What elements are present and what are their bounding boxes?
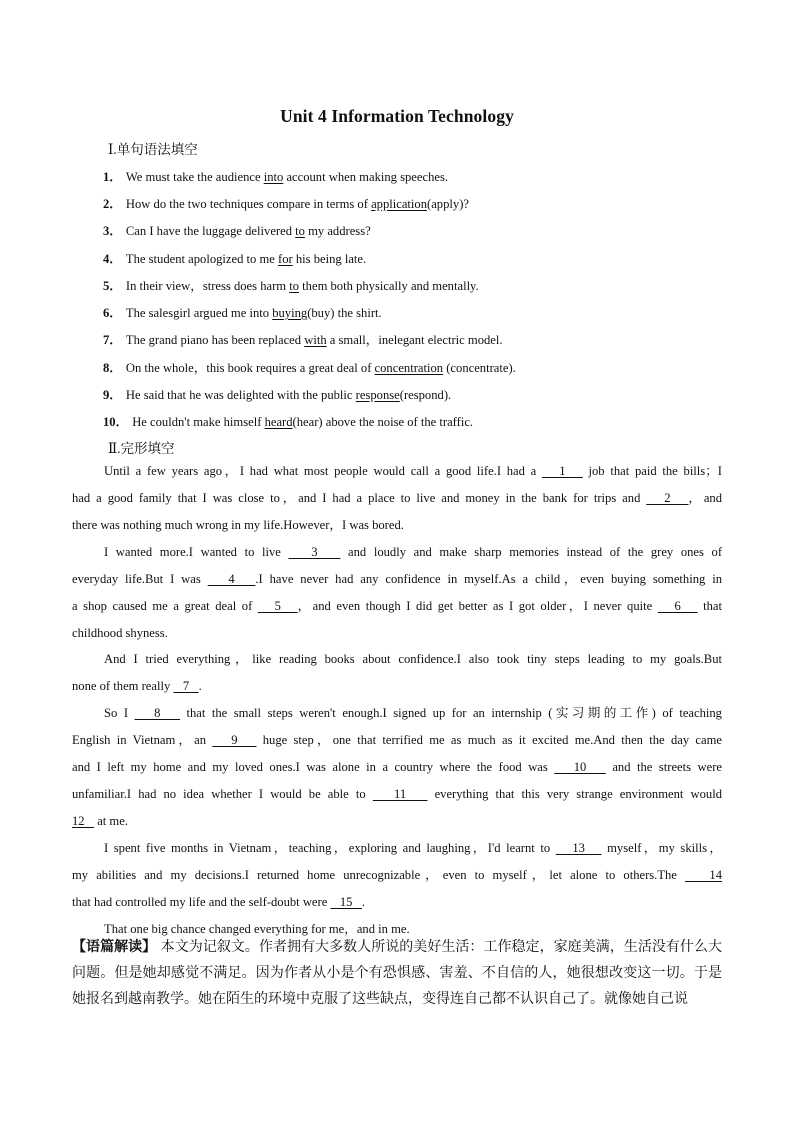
cloze-blank: 13: [555, 841, 602, 855]
item-answer: buying: [272, 306, 308, 320]
passage-text: I wanted more.I wanted to live: [104, 545, 289, 559]
passage-text: and the streets were: [605, 760, 723, 774]
passage-text: had a good family that I was close to，and I had a place to live and money in the bank for trips and: [72, 491, 647, 505]
passage-text: So I: [104, 706, 135, 720]
item-answer: into: [263, 170, 284, 184]
grammar-item: [103, 357, 516, 376]
item-answer: concentration: [374, 361, 444, 375]
grammar-item: [103, 193, 469, 212]
item-text-after: (apply)?: [427, 197, 469, 211]
cloze-blank: 3: [288, 545, 341, 559]
item-number: 9．: [103, 388, 122, 402]
item-text-before: The student apologized to me: [125, 252, 279, 266]
item-answer: heard: [264, 415, 293, 429]
item-text-before: We must take the audience: [125, 170, 264, 184]
cloze-blank: 4: [207, 572, 256, 586]
item-text-before: How do the two techniques compare in terms of: [125, 197, 372, 211]
item-number: 3．: [103, 224, 122, 238]
item-text-after: (respond).: [399, 388, 452, 402]
passage-text: and I left my home and my loved ones.I was alone in a country where the food was: [72, 760, 555, 774]
passage-text: that the small steps weren't enough.I signed up for an internship (实习期的工作) of teaching: [179, 706, 722, 720]
item-number: 10．: [103, 415, 129, 429]
passage-line: [72, 781, 722, 808]
discourse-analysis: [72, 934, 722, 1012]
item-answer: for: [278, 252, 293, 266]
item-answer: application: [371, 197, 428, 211]
passage-line: [72, 593, 722, 620]
cloze-blank: 1: [542, 464, 583, 478]
page-title: Unit 4 Information Technology: [280, 106, 514, 126]
item-answer: to: [295, 224, 305, 238]
passage-text: my abilities and my decisions.I returned home unrecognizable，even to myself，let alone to others.The: [72, 868, 686, 882]
cloze-blank: 12: [72, 814, 95, 828]
grammar-item: [103, 329, 503, 348]
item-answer: response: [355, 388, 400, 402]
passage-line: [72, 512, 722, 539]
passage-text: there was nothing much wrong in my life.However，I was bored.: [72, 518, 404, 532]
item-number: 4．: [103, 252, 122, 266]
passage-line: [72, 673, 722, 700]
item-answer: with: [304, 333, 327, 347]
item-text-after: (concentrate).: [443, 361, 516, 375]
grammar-item: [103, 411, 473, 430]
passage-text: none of them really: [72, 679, 174, 693]
passage-line: [72, 485, 722, 512]
cloze-blank: 8: [134, 706, 180, 720]
item-text-before: In their view，stress does harm: [125, 279, 290, 293]
cloze-blank: 6: [657, 599, 698, 613]
grammar-item: [103, 384, 451, 403]
grammar-item: [103, 220, 371, 239]
item-text-after: a small，inelegant electric model.: [326, 333, 503, 347]
passage-text: myself，my skills，: [601, 841, 723, 855]
item-text-before: The salesgirl argued me into: [125, 306, 273, 320]
passage-text: everything that this very strange environment would: [427, 787, 722, 801]
passage-text: everyday life.But I was: [72, 572, 208, 586]
item-number: 2．: [103, 197, 122, 211]
passage-text: ，and even though I did get better as I got older，I never quite: [297, 599, 658, 613]
passage-text: ，and: [688, 491, 722, 505]
grammar-item: [103, 248, 366, 267]
passage-text: that: [697, 599, 723, 613]
passage-text: that had controlled my life and the self-doubt were: [72, 895, 331, 909]
cloze-blank: 7: [173, 679, 199, 693]
cloze-blank: 10: [554, 760, 606, 774]
passage-text: unfamiliar.I had no idea whether I would be able to: [72, 787, 373, 801]
section2-heading: Ⅱ.完形填空: [108, 441, 175, 456]
passage-text: a shop caused me a great deal of: [72, 599, 258, 613]
cloze-blank: 15: [330, 895, 362, 909]
passage-text: That one big chance changed everything for me，and in me.: [104, 922, 410, 936]
passage-line: [72, 862, 722, 889]
passage-text: and loudly and make sharp memories instead of the grey ones of: [340, 545, 723, 559]
grammar-item: [103, 275, 479, 294]
passage-line: [72, 754, 722, 781]
cloze-blank: 11: [372, 787, 428, 801]
passage-line: [72, 566, 722, 593]
section1-heading: Ⅰ.单句语法填空: [108, 142, 198, 157]
analysis-tag: 【语篇解读】: [72, 939, 157, 955]
analysis-text: 本文为记叙文。作者拥有大多数人所说的美好生活：工作稳定，家庭美满，生活没有什么大问题。但是她却感觉不满足。因为作者从小是个有恐惧感、害羞、不自信的人，她很想改变这一切。于是她报名到越南教学。她在陌生的环境中克服了这些缺点，变得连自己都不认识自己了。就像她自己说: [72, 939, 722, 1007]
cloze-blank: 2: [646, 491, 689, 505]
item-text-after: his being late.: [292, 252, 367, 266]
passage-text: And I tried everything，like reading books about confidence.I also took tiny steps leading to my goals.But: [104, 652, 722, 666]
cloze-blank: 9: [212, 733, 257, 747]
cloze-blank: 5: [257, 599, 298, 613]
item-text-after: my address?: [304, 224, 371, 238]
passage-line: [72, 620, 722, 647]
item-number: 1．: [103, 170, 122, 184]
passage-text: Until a few years ago，I had what most people would call a good life.I had a: [104, 464, 543, 478]
cloze-blank: 14: [685, 868, 722, 882]
item-text-after: account when making speeches.: [283, 170, 449, 184]
passage-line: [72, 835, 722, 862]
grammar-item: [103, 302, 382, 321]
item-text-before: He said that he was delighted with the public: [125, 388, 356, 402]
item-number: 8．: [103, 361, 122, 375]
item-text-before: He couldn't make himself: [132, 415, 265, 429]
item-text-before: The grand piano has been replaced: [125, 333, 305, 347]
passage-line: [72, 808, 722, 835]
passage-text: I spent five months in Vietnam，teaching，exploring and laughing，I'd learnt to: [104, 841, 556, 855]
item-text-before: On the whole，this book requires a great deal of: [125, 361, 375, 375]
passage-text: .I have never had any confidence in myself.As a child，even buying something in: [255, 572, 723, 586]
passage-line: [72, 646, 722, 673]
passage-line: [72, 889, 722, 916]
item-text-after: them both physically and mentally.: [299, 279, 479, 293]
passage-text: huge step，one that terrified me as much as it excited me.And then the day came: [256, 733, 722, 747]
item-text-after: (hear) above the noise of the traffic.: [292, 415, 474, 429]
passage-text: at me.: [94, 814, 128, 828]
passage-text: English in Vietnam，an: [72, 733, 213, 747]
passage-line: [72, 458, 722, 485]
passage-text: .: [361, 895, 366, 909]
item-number: 5．: [103, 279, 122, 293]
passage-text: job that paid the bills；I: [582, 464, 722, 478]
grammar-item: [103, 166, 448, 185]
item-number: 7．: [103, 333, 122, 347]
item-number: 6．: [103, 306, 122, 320]
passage-line: [72, 539, 722, 566]
passage-line: [72, 727, 722, 754]
passage-text: .: [198, 679, 202, 693]
passage-text: childhood shyness.: [72, 626, 168, 640]
passage-line: [72, 700, 722, 727]
item-text-before: Can I have the luggage delivered: [125, 224, 296, 238]
item-text-after: (buy) the shirt.: [307, 306, 382, 320]
item-answer: to: [289, 279, 300, 293]
